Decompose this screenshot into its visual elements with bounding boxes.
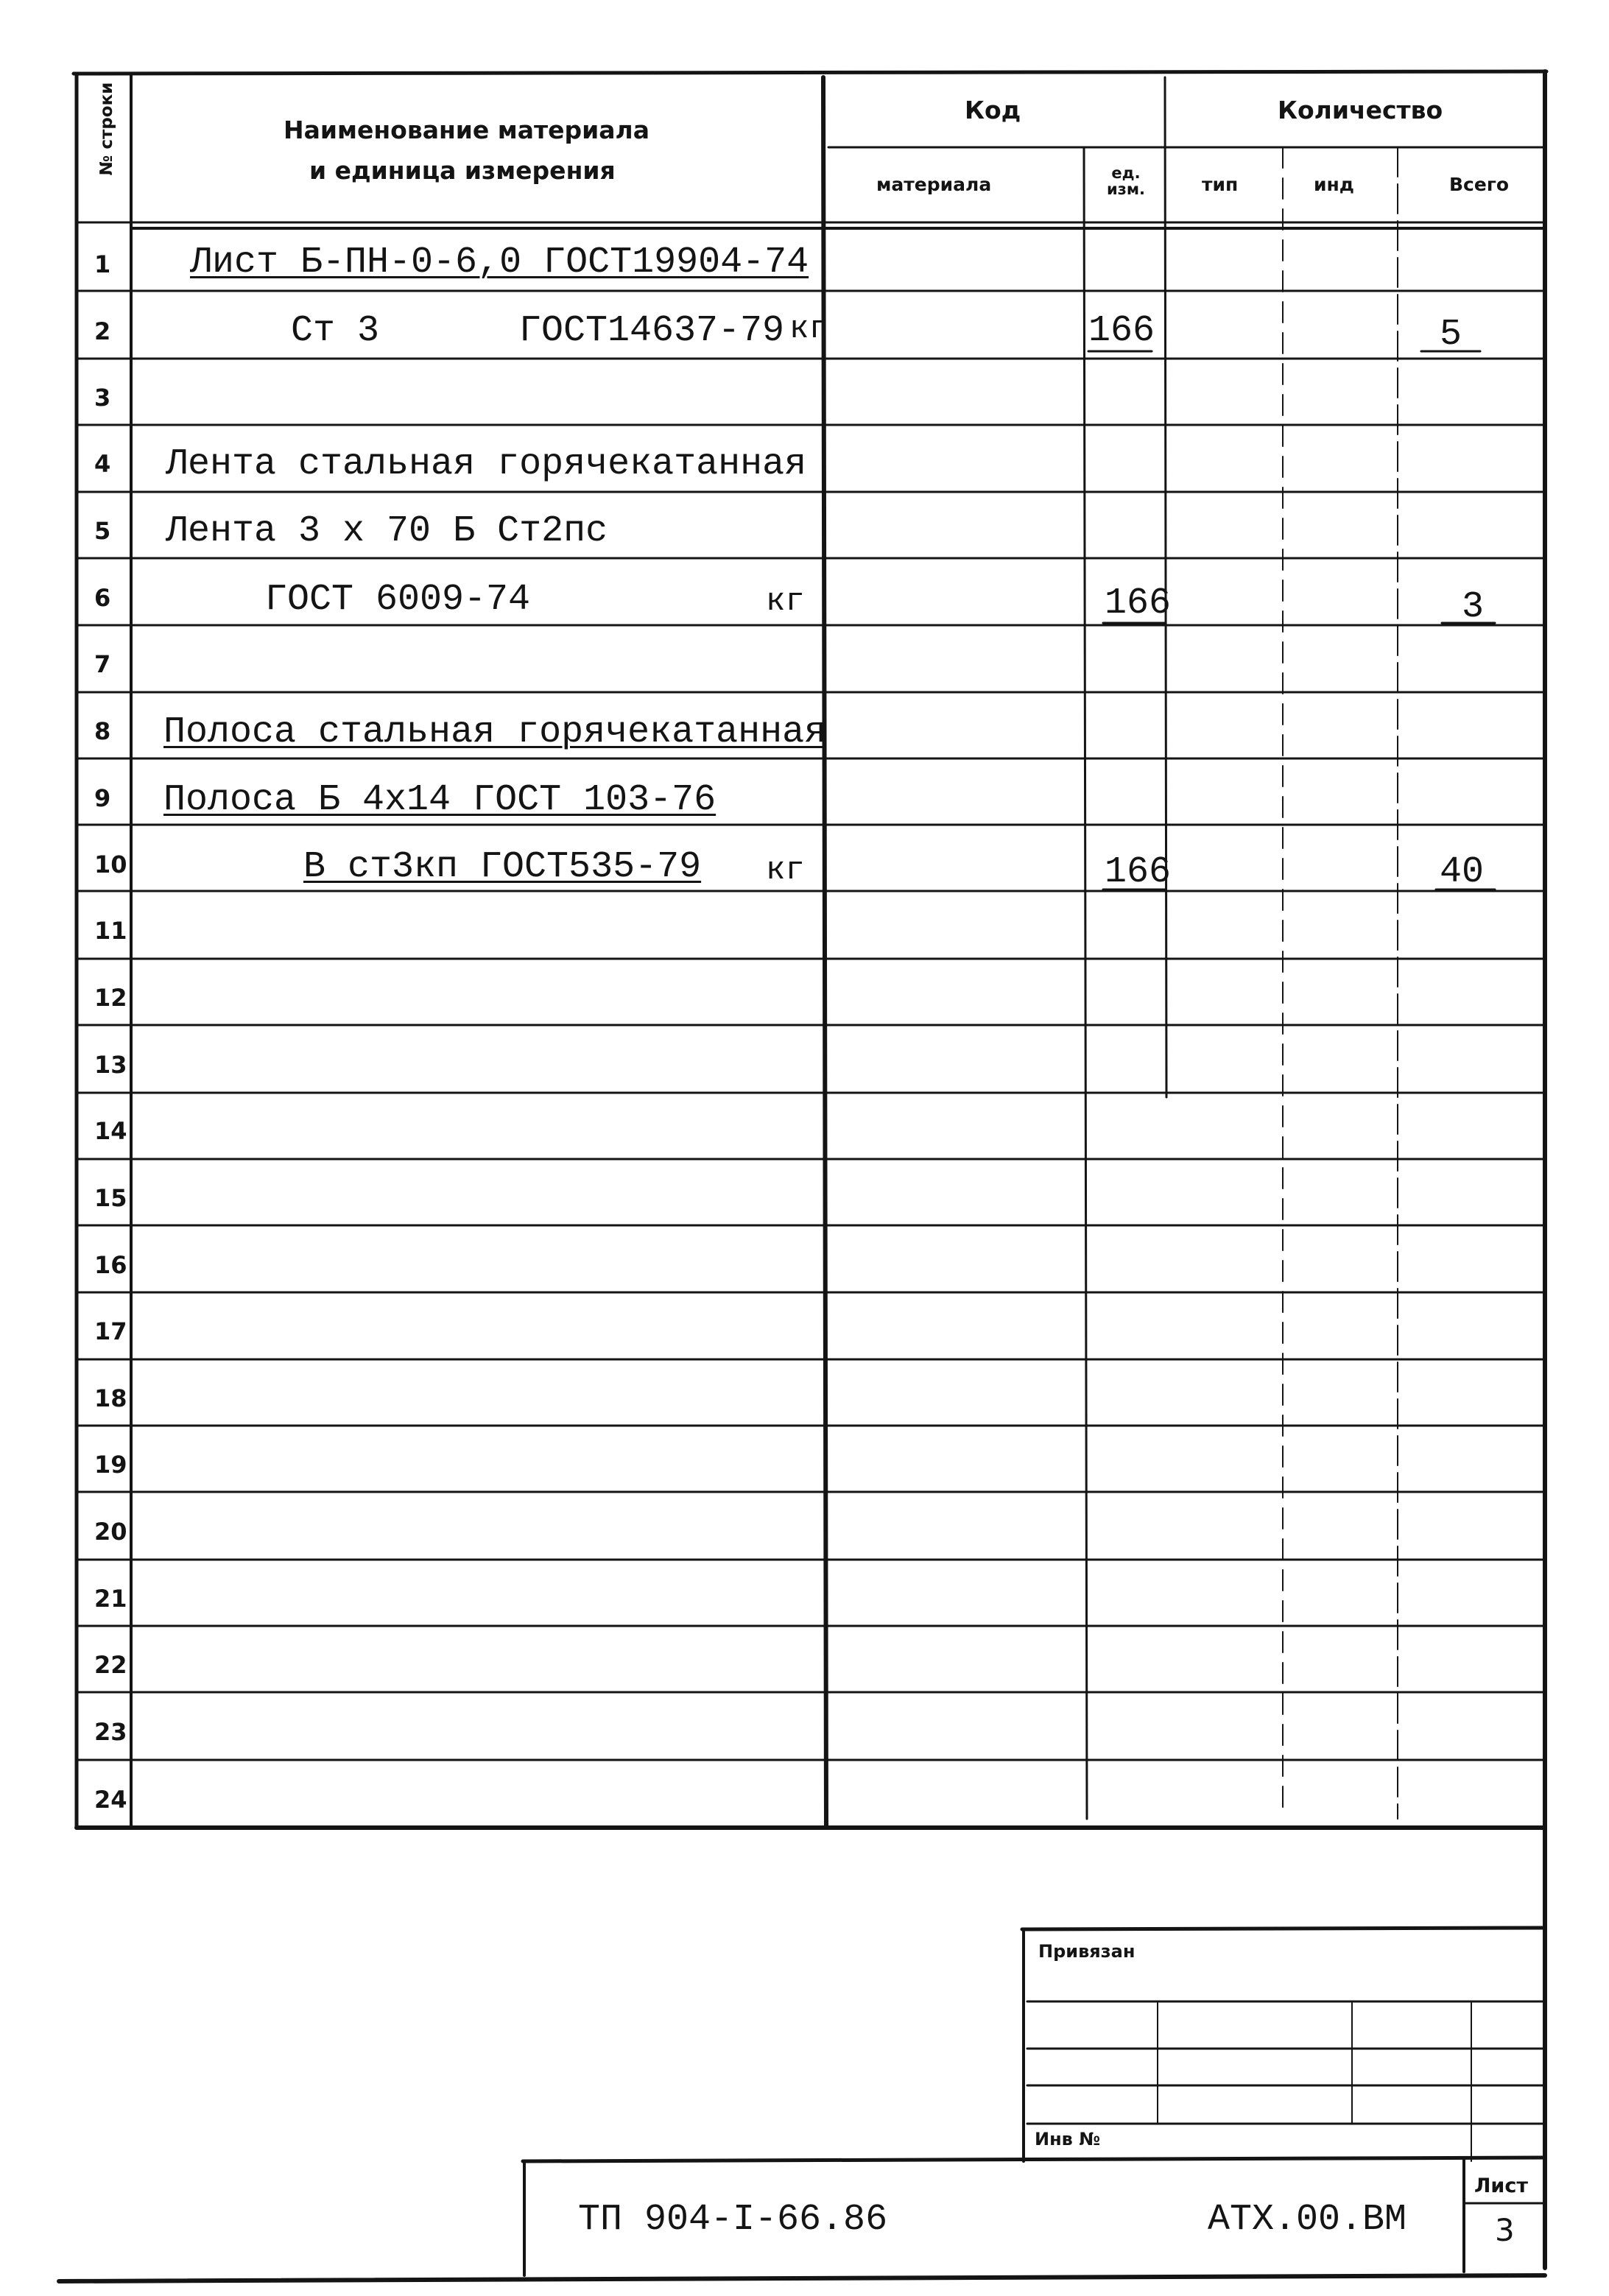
row-number: 17 [94,1317,127,1345]
row-number: 18 [94,1384,127,1412]
row-10-total: 40 [1440,851,1485,893]
row-9-name: Полоса Б 4х14 ГОСТ 103-76 [163,779,717,821]
qty-type-header: тип [1202,174,1239,195]
row-number-header: № строки [97,82,116,176]
row-2-total: 5 [1440,314,1462,356]
row-number: 14 [94,1117,127,1145]
row-10-unit: кг [766,852,805,889]
row-number: 2 [94,317,111,345]
code-unit-header: ед. изм. [1106,164,1146,199]
row-number: 22 [94,1651,127,1679]
row-number: 10 [94,851,127,878]
document-code: АТХ.00.ВМ [1208,2199,1407,2241]
sheet-number: 3 [1495,2212,1515,2248]
row-number: 16 [94,1251,127,1279]
row-number: 4 [94,450,111,478]
row-number: 20 [94,1518,127,1546]
row-10-name: В ст3кп ГОСТ535-79 [303,846,702,888]
row-number: 11 [94,917,127,945]
qty-ind-header: инд [1314,174,1354,195]
row-6-code-unit: 166 [1105,582,1172,624]
row-number: 21 [94,1585,127,1613]
sheet-label: Лист [1474,2174,1528,2197]
row-number: 23 [94,1718,127,1746]
row-6-name: ГОСТ 6009-74 [265,579,531,621]
qty-total-header: Всего [1449,174,1510,195]
project-code: ТП 904-I-66.86 [578,2199,888,2241]
quantity-header: Количество [1278,96,1443,124]
name-header-line2: и единица измерения [309,156,616,185]
row-2-unit: кг [789,311,828,348]
row-number: 13 [94,1051,127,1079]
stamp-attached-label: Привязан [1038,1941,1136,1962]
row-2-name: Ст 3 [291,310,380,352]
row-number: 1 [94,250,111,278]
row-number: 15 [94,1184,127,1212]
row-6-unit: кг [766,583,805,620]
row-number: 5 [94,517,111,545]
row-number: 8 [94,717,111,745]
row-number: 6 [94,584,111,612]
row-number: 3 [94,384,111,412]
row-number: 19 [94,1451,127,1479]
stamp-inv-no-label: Инв № [1035,2129,1101,2149]
row-2-code-unit: 166 [1088,310,1155,352]
row-number: 12 [94,984,127,1012]
row-number: 7 [94,650,111,678]
row-6-total: 3 [1462,586,1485,628]
row-1-name: Лист Б-ПН-0-6,0 ГОСТ19904-74 [190,242,809,284]
row-10-code-unit: 166 [1105,851,1172,893]
code-header: Код [965,96,1021,124]
code-material-header: материала [876,174,992,195]
row-number: 24 [94,1786,127,1814]
row-2-standard: ГОСТ14637-79 [519,310,785,352]
row-number: 9 [94,784,111,812]
row-8-name: Полоса стальная горячекатанная [163,711,827,753]
row-5-name: Лента 3 х 70 Б Ст2пс [166,510,608,552]
name-header-line1: Наименование материала [284,116,649,144]
row-4-name: Лента стальная горячекатанная [166,443,807,485]
